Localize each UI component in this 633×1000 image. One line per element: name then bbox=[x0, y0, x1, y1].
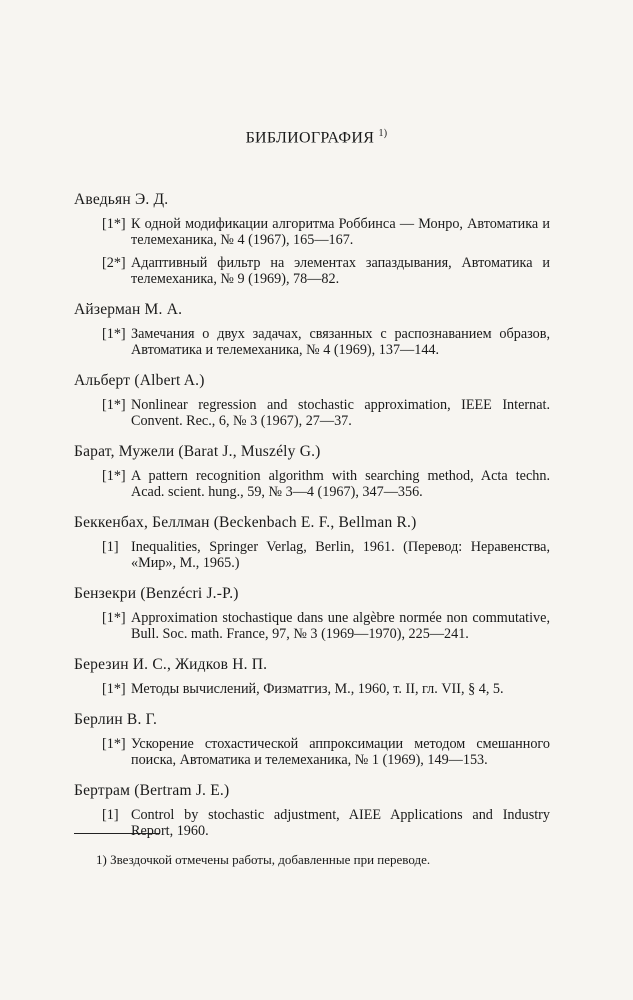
reference-item bbox=[74, 539, 550, 571]
reference-text: A pattern recognition algorithm with searching method, Acta techn. Acad. scient. hung., 59, № 3—4 (1967), 347—356. bbox=[131, 468, 550, 500]
author-heading: Берлин В. Г. bbox=[74, 711, 158, 728]
reference-number: [1*] bbox=[102, 468, 126, 484]
reference-item bbox=[74, 610, 550, 642]
reference-number: [1*] bbox=[102, 610, 126, 626]
reference-text: Nonlinear regression and stochastic approximation, IEEE Internat. Convent. Rec., 6, № 3 (1967), 27—37. bbox=[131, 397, 550, 429]
reference-number: [1*] bbox=[102, 397, 126, 413]
reference-text: Методы вычислений, Физматгиз, М., 1960, т. II, гл. VII, § 4, 5. bbox=[131, 681, 504, 697]
reference-text: Ускорение стохастической аппроксимации методом смешанного поиска, Автоматика и телемеханика, № 1 (1969), 149—153. bbox=[131, 736, 550, 768]
reference-number: [2*] bbox=[102, 255, 126, 271]
page-title bbox=[0, 128, 633, 147]
reference-item bbox=[74, 468, 550, 500]
reference-number: [1*] bbox=[102, 326, 126, 342]
author-heading: Айзерман М. А. bbox=[74, 301, 183, 318]
reference-number: [1] bbox=[102, 539, 119, 555]
title-text: БИБЛИОГРАФИЯ bbox=[245, 129, 375, 147]
footnote-divider bbox=[74, 833, 160, 834]
reference-item bbox=[74, 255, 550, 287]
title-footnote-marker: 1) bbox=[378, 128, 388, 139]
author-heading: Беккенбах, Беллман (Beckenbach E. F., Bellman R.) bbox=[74, 514, 417, 531]
reference-number: [1*] bbox=[102, 681, 126, 697]
reference-number: [1*] bbox=[102, 216, 126, 232]
reference-item bbox=[74, 326, 550, 358]
bibliography-list bbox=[74, 190, 550, 839]
footnote: 1) Звездочкой отмечены работы, добавленные при переводе. bbox=[96, 852, 431, 867]
author-heading: Барат, Мужели (Barat J., Muszély G.) bbox=[74, 443, 321, 460]
reference-text: Адаптивный фильтр на элементах запаздывания, Автоматика и телемеханика, № 9 (1969), 78—82. bbox=[131, 255, 550, 287]
reference-text: Замечания о двух задачах, связанных с распознаванием образов, Автоматика и телемеханика, № 4 (1969), 137—144. bbox=[131, 326, 550, 358]
author-heading: Березин И. С., Жидков Н. П. bbox=[74, 656, 268, 673]
reference-text: К одной модификации алгоритма Роббинса — Монро, Автоматика и телемеханика, № 4 (1967), 165—167. bbox=[131, 216, 550, 248]
reference-item bbox=[74, 736, 550, 768]
reference-item bbox=[74, 216, 550, 248]
author-heading: Альберт (Albert A.) bbox=[74, 372, 205, 389]
reference-text: Control by stochastic adjustment, AIEE Applications and Industry Report, 1960. bbox=[131, 807, 550, 839]
author-heading: Бензекри (Benzécri J.-P.) bbox=[74, 585, 239, 602]
reference-item bbox=[74, 807, 550, 839]
reference-item bbox=[74, 681, 550, 697]
reference-number: [1*] bbox=[102, 736, 126, 752]
reference-number: [1] bbox=[102, 807, 119, 823]
author-heading: Аведьян Э. Д. bbox=[74, 191, 169, 208]
reference-text: Inequalities, Springer Verlag, Berlin, 1961. (Перевод: Неравенства, «Мир», М., 1965.) bbox=[131, 539, 550, 571]
author-heading: Бертрам (Bertram J. E.) bbox=[74, 782, 230, 799]
reference-text: Approximation stochastique dans une algèbre normée non commutative, Bull. Soc. math. France, 97, № 3 (1969—1970), 225—241. bbox=[131, 610, 550, 642]
reference-item bbox=[74, 397, 550, 429]
